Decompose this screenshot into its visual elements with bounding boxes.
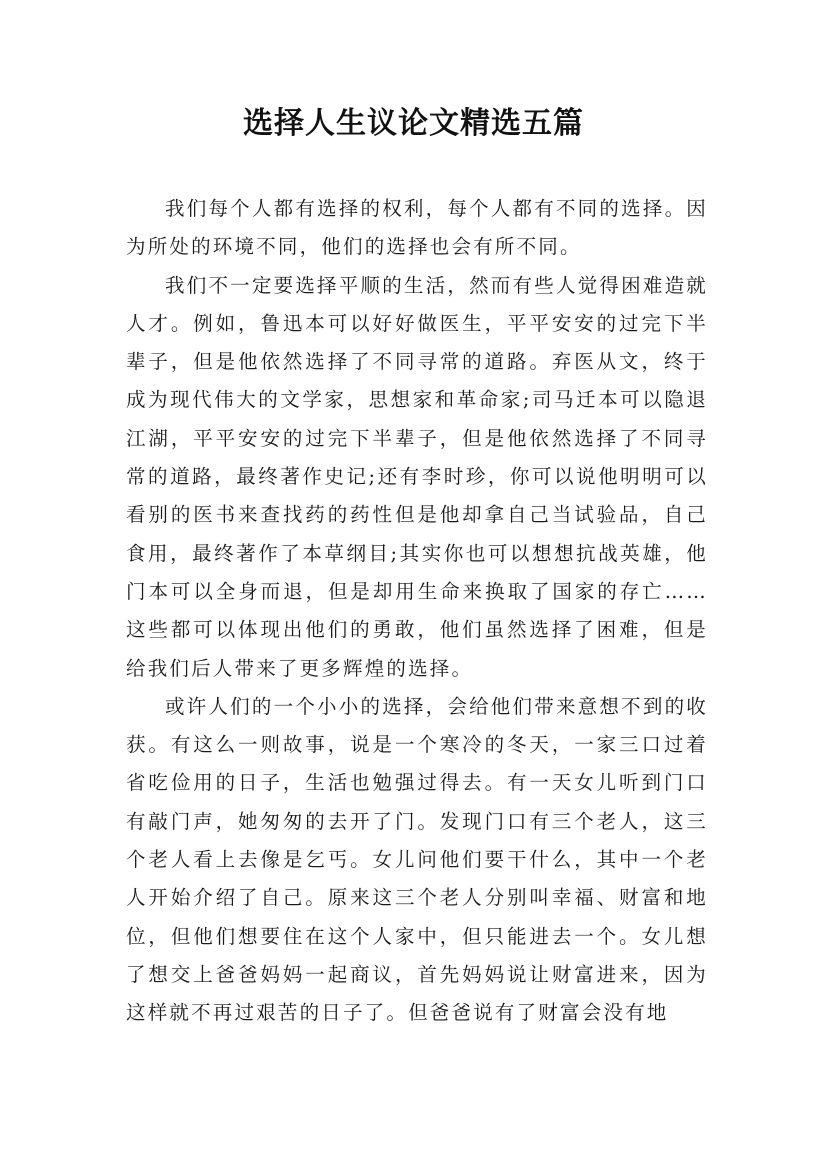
- paragraph-3: 或许人们的一个小小的选择，会给他们带来意想不到的收获。有这么一则故事，说是一个寒冷的冬天，一家三口过着省吃俭用的日子，生活也勉强过得去。有一天女儿听到门口有敲门声，她匆匆的去开了门。发现门口有三个老人，这三个老人看上去像是乞丐。女儿问他们要干什么，其中一个老人开始介绍了自己。原来这三个老人分别叫幸福、财富和地位，但他们想要住在这个人家中，但只能进去一个。女儿想了想交上爸爸妈妈一起商议，首先妈妈说让财富进来，因为这样就不再过艰苦的日子了。但爸爸说有了财富会没有地: [126, 694, 708, 1025]
- document-body: [126, 190, 708, 1033]
- document-title: 选择人生议论文精选五篇: [243, 106, 584, 141]
- paragraph-2: 我们不一定要选择平顺的生活，然而有些人觉得困难造就人才。例如，鲁迅本可以好好做医生，平平安安的过完下半辈子，但是他依然选择了不同寻常的道路。弃医从文，终于成为现代伟大的文学家，思想家和革命家;司马迁本可以隐退江湖，平平安安的过完下半辈子，但是他依然选择了不同寻常的道路，最终著作史记;还有李时珍，你可以说他明明可以看别的医书来查找药的药性但是他却拿自己当试验品，自己食用，最终著作了本草纲目;其实你也可以想想抗战英雄，他门本可以全身而退，但是却用生命来换取了国家的存亡……这些都可以体现出他们的勇敢，他们虽然选择了困难，但是给我们后人带来了更多辉煌的选择。: [126, 273, 708, 680]
- paragraph-1: 我们每个人都有选择的权利，每个人都有不同的选择。因为所处的环境不同，他们的选择也会有所不同。: [126, 197, 708, 259]
